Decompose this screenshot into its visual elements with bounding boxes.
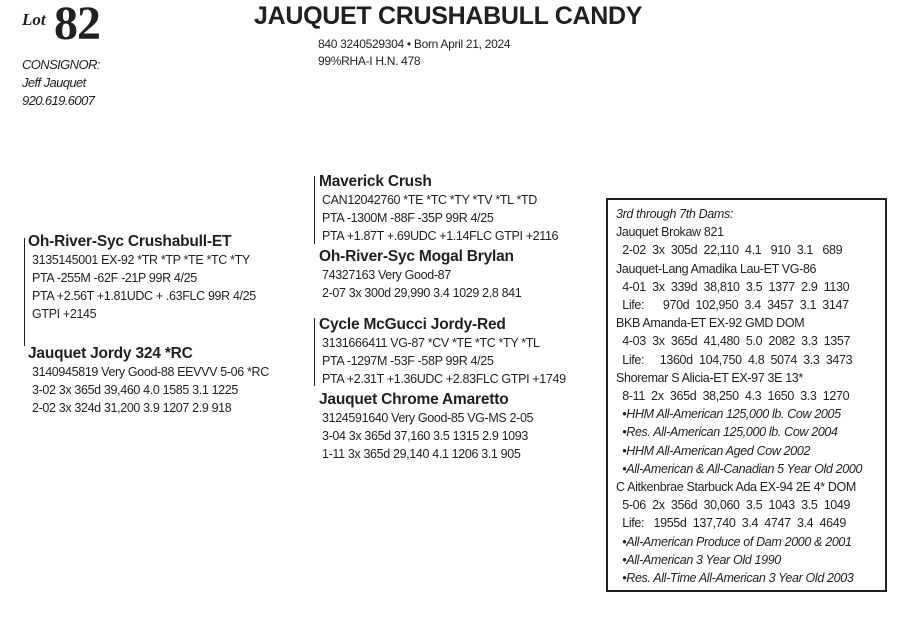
dams-box-row: BKB Amanda-ET EX-92 GMD DOM: [616, 316, 805, 331]
dams-box-honor: •Res. All-American 125,000 lb. Cow 2004: [616, 425, 838, 440]
sire-line: 3135145001 EX-92 *TR *TP *TE *TC *TY: [32, 253, 250, 267]
dams-box-honor: •HHM All-American Aged Cow 2002: [616, 443, 811, 458]
consignor-name: Jeff Jauquet: [22, 75, 86, 90]
sire-dam-line: 2-07 3x 300d 29,990 3.4 1029 2.8 841: [322, 286, 522, 300]
dams-box-rows: [616, 223, 885, 587]
sire-sire-name: Maverick Crush: [319, 173, 432, 190]
dam-sire-block: [319, 316, 566, 388]
sire-line: PTA -255M -62F -21P 99R 4/25: [32, 271, 197, 285]
dams-box-row: Life: 1360d 104,750 4.8 5074 3.3 3473: [616, 352, 853, 367]
consignor-block: [22, 56, 100, 110]
consignor-phone: 920.619.6007: [22, 93, 95, 108]
sire-dam-name: Oh-River-Syc Mogal Brylan: [319, 248, 514, 265]
sire-sire-block: [319, 173, 558, 245]
dams-box-row: Life: 1955d 137,740 3.4 4747 3.4 4649: [616, 516, 846, 531]
dam-dam-line: 3124591640 Very Good-85 VG-MS 2-05: [322, 411, 534, 425]
dam-dam-line: 3-04 3x 365d 37,160 3.5 1315 2.9 1093: [322, 429, 528, 443]
dam-dam-block: [319, 391, 533, 463]
animal-name: JAUQUET CRUSHABULL CANDY: [254, 2, 643, 30]
dam-block: [28, 345, 269, 417]
sire-sire-line: CAN12042760 *TE *TC *TY *TV *TL *TD: [322, 193, 537, 207]
dams-box-row: Jauquet-Lang Amadika Lau-ET VG-86: [616, 261, 817, 276]
dam-line: 3140945819 Very Good-88 EEVVV 5-06 *RC: [32, 365, 269, 379]
main-bracket-line: [24, 238, 25, 346]
dams-box-row: C Aitkenbrae Starbuck Ada EX-94 2E 4* DOM: [616, 480, 856, 495]
dam-dam-name: Jauquet Chrome Amaretto: [319, 391, 509, 408]
dam-sire-line: PTA +2.31T +1.36UDC +2.83FLC GTPI +1749: [322, 372, 566, 386]
dams-box-header: 3rd through 7th Dams:: [616, 207, 734, 221]
dams-box-honor: •All-American 3 Year Old 1990: [616, 552, 781, 567]
animal-info: [318, 36, 510, 70]
dams-box-honor: •Res. All-Time All-American 3 Year Old 2003: [616, 571, 854, 586]
dam-line: 3-02 3x 365d 39,460 4.0 1585 3.1 1225: [32, 383, 238, 397]
dam-name: Jauquet Jordy 324 *RC: [28, 345, 193, 362]
dams-box-honor: •HHM All-American 125,000 lb. Cow 2005: [616, 407, 841, 422]
animal-breed-line: 99%RHA-I H.N. 478: [318, 54, 421, 68]
sire-dam-line: 74327163 Very Good-87: [322, 268, 451, 282]
sire-block: [28, 233, 256, 323]
lot-number: 82: [54, 0, 100, 50]
sire-sire-line: PTA +1.87T +.69UDC +1.14FLC GTPI +2116: [322, 229, 559, 243]
sire-dam-block: [319, 248, 521, 302]
dams-box: [606, 198, 887, 592]
dams-box-row: Shoremar S Alicia-ET EX-97 3E 13*: [616, 370, 803, 385]
dam-sire-name: Cycle McGucci Jordy-Red: [319, 316, 506, 333]
dams-box-honor: •All-American & All-Canadian 5 Year Old 2000: [616, 461, 863, 476]
dam-sire-line: PTA -1297M -53F -58P 99R 4/25: [322, 354, 494, 368]
dams-box-row: 4-01 3x 339d 38,810 3.5 1377 2.9 1130: [616, 279, 850, 294]
dam-sire-line: 3131666411 VG-87 *CV *TE *TC *TY *TL: [322, 336, 540, 350]
sire-line: GTPI +2145: [32, 307, 97, 321]
sire-sire-line: PTA -1300M -88F -35P 99R 4/25: [322, 211, 494, 225]
dams-box-row: 5-06 2x 356d 30,060 3.5 1043 3.5 1049: [616, 498, 851, 513]
consignor-label: CONSIGNOR:: [22, 57, 100, 72]
dams-box-row: 8-11 2x 365d 38,250 4.3 1650 3.3 1270: [616, 389, 850, 404]
dams-box-row: 4-03 3x 365d 41,480 5.0 2082 3.3 1357: [616, 334, 851, 349]
dam-line: 2-02 3x 324d 31,200 3.9 1207 2.9 918: [32, 401, 232, 415]
dam-bracket-line: [314, 318, 315, 386]
sire-bracket-line: [314, 176, 315, 244]
dam-dam-line: 1-11 3x 365d 29,140 4.1 1206 3.1 905: [322, 447, 521, 461]
dams-box-row: 2-02 3x 305d 22,110 4.1 910 3.1 689: [616, 243, 843, 258]
sire-name: Oh-River-Syc Crushabull-ET: [28, 233, 232, 250]
sire-line: PTA +2.56T +1.81UDC + .63FLC 99R 4/25: [32, 289, 256, 303]
dams-box-row: Jauquet Brokaw 821: [616, 225, 724, 240]
dams-box-row: Life: 970d 102,950 3.4 3457 3.1 3147: [616, 298, 849, 313]
lot-label: Lot: [22, 10, 46, 29]
dams-box-honor: •All-American Produce of Dam 2000 & 2001: [616, 534, 852, 549]
animal-reg-line: 840 3240529304 • Born April 21, 2024: [318, 37, 511, 51]
